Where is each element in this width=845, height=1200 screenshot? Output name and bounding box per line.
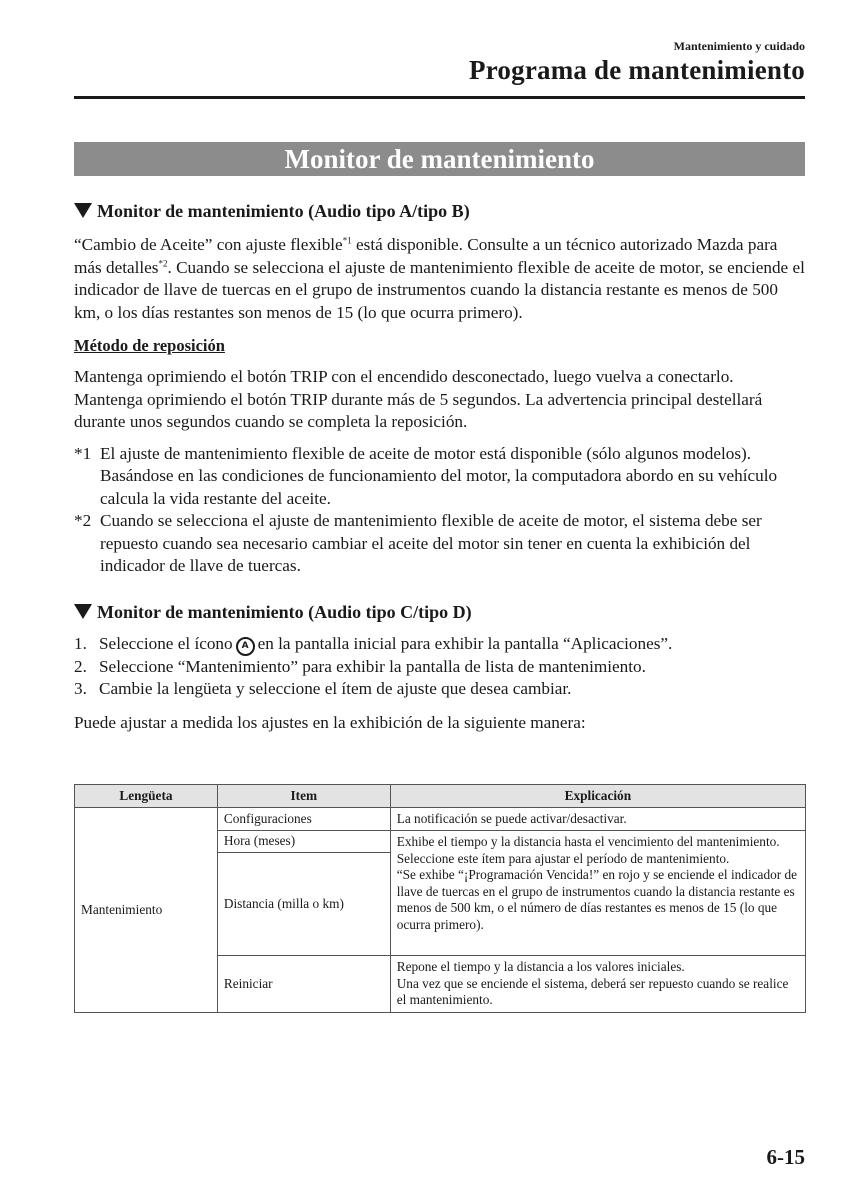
step-text: Cambie la lengüeta y seleccione el ítem de ajuste que desea cambiar. — [99, 679, 572, 698]
apps-icon: A — [236, 637, 255, 656]
footnote-item — [74, 443, 805, 511]
column-header: Item — [217, 785, 390, 808]
step-item — [74, 678, 805, 701]
tab-cell: Mantenimiento — [75, 808, 218, 1013]
step-number: 2. — [74, 656, 87, 676]
intro-paragraph — [74, 234, 805, 324]
triangle-bullet-icon — [74, 203, 92, 218]
intro-text-2: está disponible. Consulte a un técnico autorizado Mazda para más detalles — [74, 235, 778, 277]
item-cell: Configuraciones — [217, 808, 390, 831]
reset-method-text: Mantenga oprimiendo el botón TRIP con el encendido desconectado, luego vuelva a conectarlo. Mantenga oprimiendo el botón TRIP durante más de 5 segundos. La advertencia principal destellará durante unos segundos cuando se completa la reposición. — [74, 367, 763, 431]
footnote-item — [74, 510, 805, 578]
footnote-ref-1: *1 — [342, 235, 352, 246]
item-cell: Distancia (milla o km) — [217, 853, 390, 956]
item-cell: Hora (meses) — [217, 831, 390, 853]
intro-text-3: . Cuando se selecciona el ajuste de mantenimiento flexible de aceite de motor, se enciende el indicador de llave de tuercas en el grupo de instrumentos cuando la distancia restante es menos de 500 km, o los días restantes son menos de 15 (lo que ocurra primero). — [74, 257, 805, 322]
footnote-mark: *1 — [74, 443, 92, 463]
step-text-after: en la pantalla inicial para exhibir la pantalla “Aplicaciones”. — [257, 633, 673, 653]
step-number: 1. — [74, 633, 87, 653]
table-intro: Puede ajustar a medida los ajustes en la exhibición de la siguiente manera: — [74, 712, 586, 732]
section-heading-cd-text: Monitor de mantenimiento (Audio tipo C/tipo D) — [97, 601, 472, 622]
footnote-text: Cuando se selecciona el ajuste de mantenimiento flexible de aceite de motor, el sistema debe ser repuesto cuando sea necesario cambiar el aceite del motor sin tener en cuenta la exhibición del indicador de llave de tuercas. — [100, 511, 762, 575]
explanation-cell: Exhibe el tiempo y la distancia hasta el vencimiento del mantenimiento. Seleccione este ítem para ajustar el período de mantenimiento. “Se exhibe “¡Programación Vencida!” en rojo y se enciende el indicador de llave de tuercas en el grupo de instrumentos cuando la distancia restante es menos de 500 km, o el número de días restantes es menos de 15 (lo que ocurra primero). — [390, 831, 805, 956]
step-text: Seleccione “Mantenimiento” para exhibir la pantalla de lista de mantenimiento. — [99, 656, 646, 676]
column-header: Explicación — [390, 785, 805, 808]
triangle-bullet-icon — [74, 604, 92, 619]
footnote-ref-2: *2 — [158, 257, 168, 268]
section-heading-ab-text: Monitor de mantenimiento (Audio tipo A/tipo B) — [97, 201, 470, 221]
intro-text-1: “Cambio de Aceite” con ajuste flexible — [74, 235, 343, 254]
section-heading-cd — [74, 599, 805, 625]
steps-list — [74, 633, 805, 701]
step-item — [74, 633, 805, 656]
step-text: Seleccione el ícono — [99, 633, 233, 653]
explanation-cell: Repone el tiempo y la distancia a los valores iniciales. Una vez que se enciende el sistema, deberá ser repuesto cuando se realice el mantenimiento. — [390, 956, 805, 1013]
page-title: Programa de mantenimiento — [469, 55, 805, 85]
section-heading-ab — [74, 198, 805, 224]
footnote-mark: *2 — [74, 511, 92, 530]
footnotes — [74, 443, 805, 578]
item-cell: Reiniciar — [217, 956, 390, 1013]
section-banner: Monitor de mantenimiento — [74, 142, 805, 176]
maintenance-table — [74, 784, 806, 1013]
step-number: 3. — [74, 679, 87, 698]
table-row — [75, 808, 806, 831]
page-number: 6-15 — [766, 1145, 805, 1169]
footnote-text: El ajuste de mantenimiento flexible de aceite de motor está disponible (sólo algunos modelos). Basándose en las condiciones de funcionamiento del motor, la computadora abordo en su vehículo calcula la vida restante del aceite. — [100, 443, 778, 508]
table-header-row — [75, 785, 806, 808]
explanation-cell: La notificación se puede activar/desactivar. — [390, 808, 805, 831]
chapter-title: Mantenimiento y cuidado — [673, 39, 805, 53]
column-header: Lengüeta — [75, 785, 218, 808]
header-divider — [74, 96, 805, 99]
step-item — [74, 656, 805, 679]
reset-method-heading: Método de reposición — [74, 336, 225, 355]
main-content — [74, 198, 805, 734]
